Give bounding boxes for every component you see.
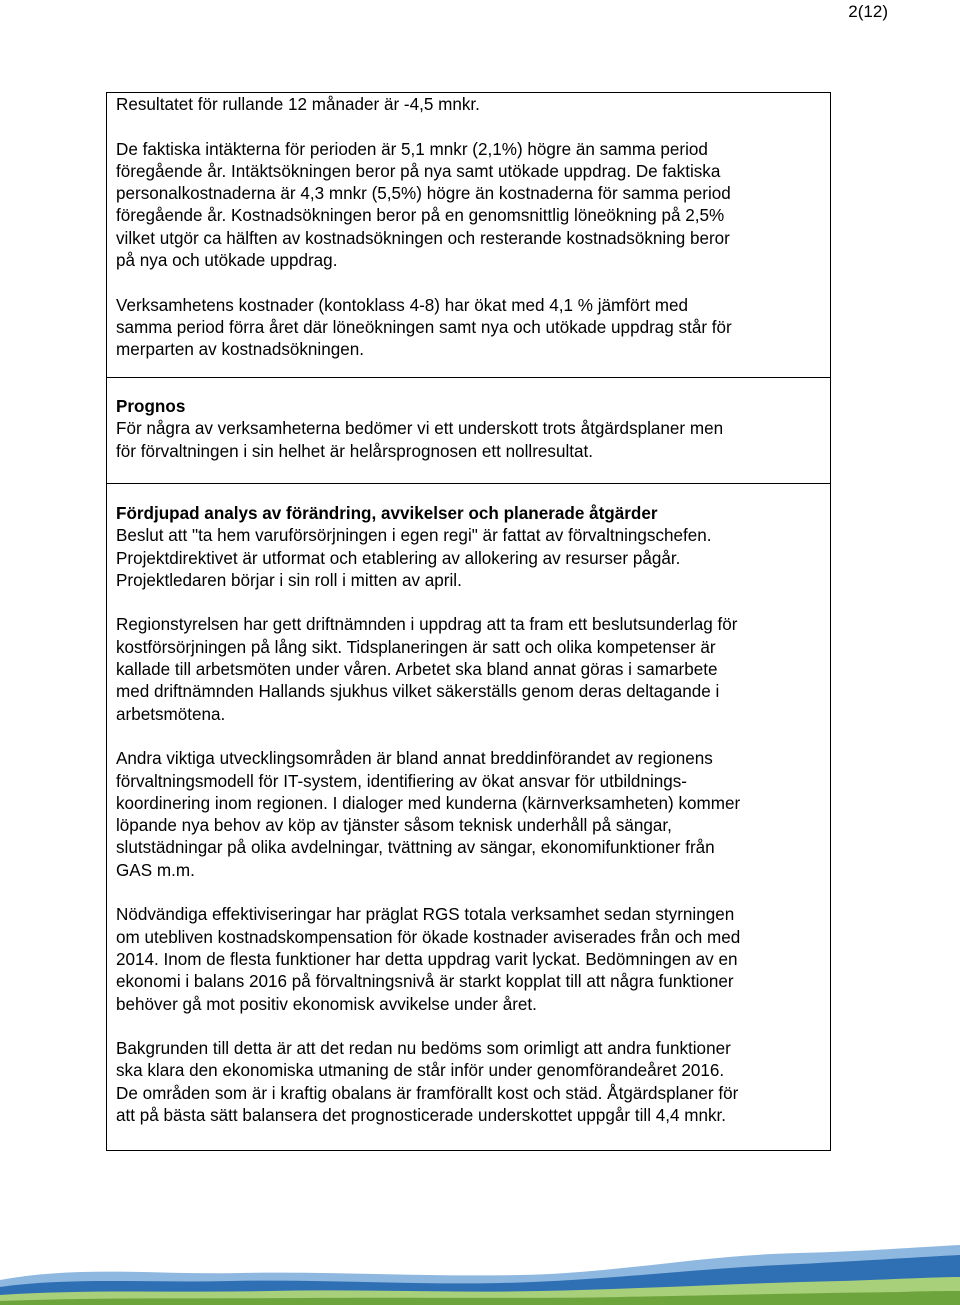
text-line: De områden som är i kraftig obalans är framförallt kost och städ. Åtgärdsplaner för <box>116 1083 739 1103</box>
forecast-paragraph <box>107 418 830 463</box>
text-line: löpande nya behov av köp av tjänster såsom teknisk underhåll på sängar, <box>116 816 672 836</box>
analysis-box <box>106 484 831 1151</box>
text-line: Andra viktiga utvecklingsområden är bland annat breddinförandet av regionens <box>116 749 713 769</box>
text-line: kallade till arbetsmöten under våren. Arbetet ska bland annat göras i samarbete <box>116 660 718 680</box>
text-line: ekonomi i balans 2016 på förvaltningsnivå är starkt kopplat till att några funktioner <box>116 972 734 992</box>
text-line: på nya och utökade uppdrag. <box>116 251 338 271</box>
text-line: merparten av kostnadsökningen. <box>116 340 365 360</box>
text-line: Beslut att "ta hem varuförsörjningen i egen regi" är fattat av förvaltningschefen. <box>116 526 712 546</box>
text-line: förvaltningsmodell för IT-system, identifiering av ökat ansvar för utbildnings- <box>116 771 687 791</box>
text-line: Projektledaren börjar i sin roll i mitten av april. <box>116 570 462 590</box>
text-line: ska klara den ekonomiska utmaning de står inför under genomförandeåret 2016. <box>116 1061 725 1081</box>
text-line: för förvaltningen i sin helhet är helårsprognosen ett nollresultat. <box>116 441 594 461</box>
analysis-paragraph-3 <box>107 748 830 882</box>
text-line: Projektdirektivet är utformat och etablering av allokering av resurser pågår. <box>116 548 681 568</box>
text-line: föregående år. Intäktsökningen beror på nya samt utökade uppdrag. De faktiska <box>116 161 721 181</box>
text-line: om utebliven kostnadskompensation för ökade kostnader aviserades från och med <box>116 927 741 947</box>
text-line: att på bästa sätt balansera det prognosticerade underskottet uppgår till 4,4 mnkr. <box>116 1106 727 1126</box>
text-line: slutstädningar på olika avdelningar, tvättning av sängar, ekonomifunktioner från <box>116 838 715 858</box>
text-line: vilket utgör ca hälften av kostnadsökningen och resterande kostnadsökning beror <box>116 228 730 248</box>
analysis-paragraph-4 <box>107 904 830 1015</box>
text-line: De faktiska intäkterna för perioden är 5,1 mnkr (2,1%) högre än samma period <box>116 139 708 159</box>
page-number-open-paren: ( <box>857 2 864 21</box>
text-line: För några av verksamheterna bedömer vi ett underskott trots åtgärdsplaner men <box>116 419 724 439</box>
text-line: behöver gå mot positiv ekonomisk avvikelse under året. <box>116 994 537 1014</box>
text-line: samma period förra året där löneökningen samt nya och utökade uppdrag står för <box>116 317 732 337</box>
text-line: föregående år. Kostnadsökningen beror på en genomsnittlig löneökning på 2,5% <box>116 206 725 226</box>
forecast-box <box>106 378 831 484</box>
page-number <box>848 2 888 22</box>
text-line: kostförsörjningen på lång sikt. Tidsplaneringen är satt och olika kompetenser är <box>116 637 716 657</box>
page-number-close-paren: ) <box>882 2 888 21</box>
analysis-paragraph-1 <box>107 525 830 592</box>
costs-paragraph <box>107 295 830 362</box>
result-box <box>106 92 831 378</box>
analysis-heading: Fördjupad analys av förändring, avvikelser och planerade åtgärder <box>116 504 658 523</box>
text-line: Verksamhetens kostnader (kontoklass 4-8) har ökat med 4,1 % jämfört med <box>116 295 688 315</box>
text-line: 2014. Inom de flesta funktioner har detta uppdrag varit lyckat. Bedömningen av en <box>116 949 738 969</box>
forecast-heading: Prognos <box>116 397 186 416</box>
text-line: Regionstyrelsen har gett driftnämnden i uppdrag att ta fram ett beslutsunderlag för <box>116 615 738 635</box>
page-number-current: 2 <box>848 2 858 21</box>
text-line: personalkostnaderna är 4,3 mnkr (5,5%) högre än kostnaderna för samma period <box>116 184 731 204</box>
result-summary: Resultatet för rullande 12 månader är -4,5 mnkr. <box>116 95 480 114</box>
text-line: med driftnämnden Hallands sjukhus vilket säkerställs genom deras deltagande i <box>116 682 720 702</box>
text-line: Bakgrunden till detta är att det redan nu bedöms som orimligt att andra funktioner <box>116 1039 731 1059</box>
text-line: arbetsmötena. <box>116 704 226 724</box>
footer-landscape-graphic <box>0 1225 960 1305</box>
text-line: Nödvändiga effektiviseringar har präglat RGS totala verksamhet sedan styrningen <box>116 905 735 925</box>
text-line: GAS m.m. <box>116 860 195 880</box>
analysis-paragraph-2 <box>107 614 830 725</box>
text-line: koordinering inom regionen. I dialoger med kunderna (kärnverksamheten) kommer <box>116 793 741 813</box>
page-number-total: 12 <box>863 2 883 21</box>
revenue-paragraph <box>107 139 830 273</box>
analysis-paragraph-5 <box>107 1038 830 1127</box>
